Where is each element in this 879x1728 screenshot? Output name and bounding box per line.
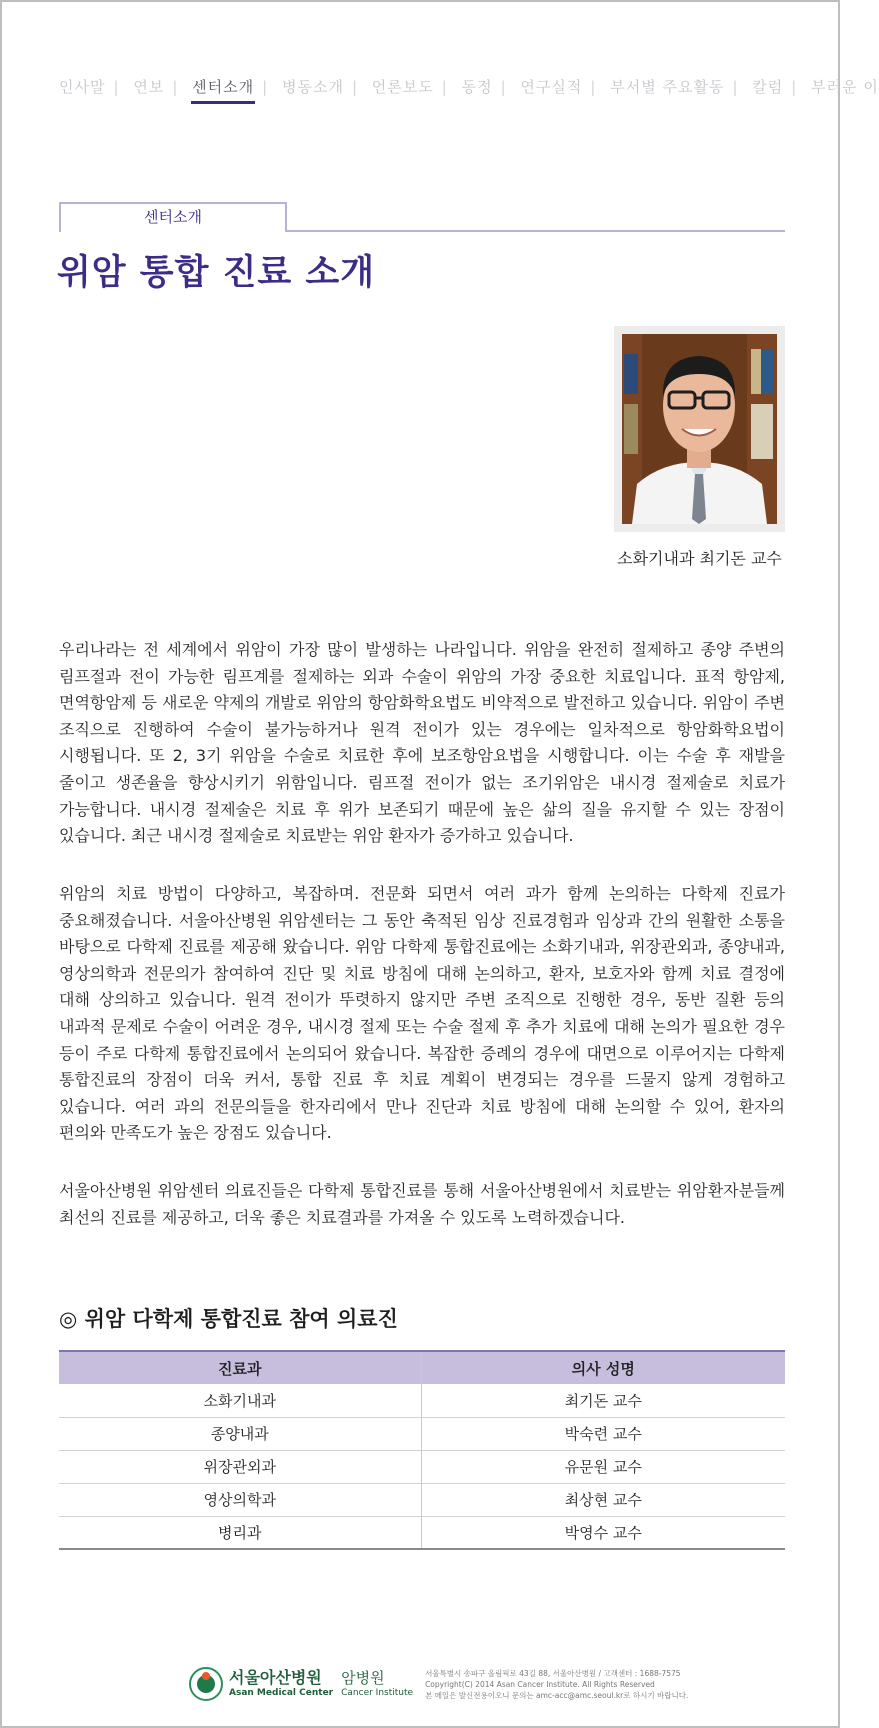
intro-paragraph-3: 서울아산병원 위암센터 의료진들은 다학제 통합진료를 통해 서울아산병원에서 치료받는 위암환자분들께 최선의 진료를 제공하고, 더욱 좋은 치료결과를 가져올 수 있도록 노력하겠습니다. xyxy=(59,1181,785,1227)
nav-separator: | xyxy=(172,78,179,96)
hospital-brand[interactable] xyxy=(229,1670,333,1698)
doctor-photo xyxy=(622,334,777,524)
nav-separator: | xyxy=(441,78,448,96)
intro-paragraph-1: 우리나라는 전 세계에서 위암이 가장 많이 발생하는 나라입니다. 위암을 완전히 절제하고 종양 주변의 림프절과 전이 가능한 림프계를 절제하는 외과 수술이 위암의 가장 중요한 치료입니다. 표적 항암제, 면역항암제 등 새로운 약제의 개발로 위암의 항암화학요법도 비약적으로 발전하고 있습니다. 위암이 주변 조직으로 진행하여 수술이 불가능하거나 원격 전이가 있는 경우에는 일차적으로 항암화학요법이 시행됩니다. 또 2, 3기 위암을 수술로 치료한 후에 보조항암요법을 시행합니다. 이는 수술 후 재발을 줄이고 생존율을 향상시키기 위함입니다. 림프절 전이가 없는 조기위암은 내시경 절제술로 치료가 가능합니다. 내시경 절제술은 치료 후 위가 보존되기 때문에 높은 삶의 질을 유지할 수 있는 장점이 있습니다. 최근 내시경 절제술로 치료받는 위암 환자가 증가하고 있습니다. xyxy=(59,640,785,846)
sub-brand-ko: 암병원 xyxy=(341,1668,385,1687)
intro-paragraph-2: 위암의 치료 방법이 다양하고, 복잡하며. 전문화 되면서 여러 과가 함께 논의하는 다학제 진료가 중요해졌습니다. 서울아산병원 위암센터는 그 동안 축적된 임상 진료경험과 임상과 간의 원활한 소통을 바탕으로 다학제 진료를 제공해 왔습니다. 위암 다학제 통합진료에는 소화기내과, 위장관외과, 종양내과, 영상의학과 전문의가 참여하여 진단 및 치료 방침에 대해 논의하고, 환자, 보호자와 함께 치료 결정에 대해 상의하고 있습니다. 원격 전이가 뚜렷하지 않지만 주변 조직으로 진행한 경우, 동반 질환 등의 내과적 문제로 수술이 어려운 경우, 내시경 절제 또는 수술 절제 후 추가 치료에 대해 논의가 필요한 경우 등이 주로 다학제 통합진료에서 논의되어 왔습니다. 복잡한 증례의 경우에 대면으로 이루어지는 다학제 통합진료의 장점이 더욱 커서, 통합 진료 후 치료 계획이 변경되는 경우를 드물지 않게 경험하고 있습니다. 여러 과의 전문의들을 한자리에서 만나 진단과 치료 방침에 대해 논의할 수 있어, 환자의 편의와 만족도가 높은 장점도 있습니다. xyxy=(59,884,785,1143)
doctor-cell: 최기돈 교수 xyxy=(421,1384,785,1417)
department-cell: 영상의학과 xyxy=(59,1483,421,1516)
nav-item[interactable]: 동정 xyxy=(461,78,493,96)
nav-separator: | xyxy=(113,78,120,96)
staff-table-title: ◎ 위암 다학제 통합진료 참여 의료진 xyxy=(59,1307,398,1331)
nav-item[interactable]: 연보 xyxy=(133,78,165,96)
footer-address: 서울특별시 송파구 올림픽로 43길 88, 서울아산병원 / 고객센터 : 1688-7575 xyxy=(425,1668,681,1678)
doctor-caption: 소화기내과 최기돈 교수 xyxy=(617,549,782,568)
nav-separator: | xyxy=(732,78,739,96)
top-nav xyxy=(59,76,879,97)
nav-item[interactable]: 칼럼 xyxy=(752,78,784,96)
nav-item-active[interactable]: 센터소개 xyxy=(192,78,255,96)
footer-notice: 본 메일은 발신전용이오니 문의는 amc-acc@amc.seoul.kr로 하시기 바랍니다. xyxy=(425,1690,689,1700)
department-cell: 소화기내과 xyxy=(59,1384,421,1417)
doctor-photo-frame xyxy=(614,326,785,532)
doctor-cell: 최상현 교수 xyxy=(421,1483,785,1516)
section-tag: 센터소개 xyxy=(59,202,287,232)
table-row xyxy=(59,1516,785,1549)
department-cell: 위장관외과 xyxy=(59,1450,421,1483)
footer xyxy=(189,1666,688,1702)
footer-copyright: Copyright(C) 2014 Asan Cancer Institute. All Rights Reserved xyxy=(425,1679,655,1689)
table-row xyxy=(59,1384,785,1417)
nav-item[interactable]: 언론보도 xyxy=(371,78,434,96)
staff-table xyxy=(59,1350,785,1550)
nav-separator: | xyxy=(791,78,798,96)
table-row xyxy=(59,1450,785,1483)
column-header-doctor: 의사 성명 xyxy=(421,1351,785,1384)
hospital-logo-icon[interactable] xyxy=(189,1667,223,1701)
nav-item[interactable]: 연구실적 xyxy=(520,78,583,96)
doctor-cell: 박영수 교수 xyxy=(421,1516,785,1549)
footer-info xyxy=(425,1668,688,1701)
doctor-portrait-illustration xyxy=(622,334,777,524)
table-row xyxy=(59,1417,785,1450)
nav-item[interactable]: 인사말 xyxy=(59,78,106,96)
sub-brand-en: Cancer Institute xyxy=(341,1687,414,1698)
nav-item[interactable]: 부러운 이 xyxy=(811,78,879,96)
brand-name-en: Asan Medical Center xyxy=(229,1688,334,1698)
nav-item[interactable]: 병동소개 xyxy=(281,78,344,96)
column-header-department: 진료과 xyxy=(59,1351,421,1384)
department-cell: 종양내과 xyxy=(59,1417,421,1450)
page-title: 위암 통합 진료 소개 xyxy=(57,253,376,293)
doctor-cell: 유문원 교수 xyxy=(421,1450,785,1483)
nav-separator: | xyxy=(351,78,358,96)
nav-separator: | xyxy=(590,78,597,96)
table-row xyxy=(59,1483,785,1516)
nav-separator: | xyxy=(500,78,507,96)
cancer-institute-brand xyxy=(341,1668,414,1698)
table-header-row xyxy=(59,1351,785,1384)
brand-name-ko: 서울아산병원 xyxy=(229,1668,322,1687)
nav-separator: | xyxy=(262,78,269,96)
doctor-cell: 박숙련 교수 xyxy=(421,1417,785,1450)
department-cell: 병리과 xyxy=(59,1516,421,1549)
nav-item[interactable]: 부서별 주요활동 xyxy=(610,78,725,96)
